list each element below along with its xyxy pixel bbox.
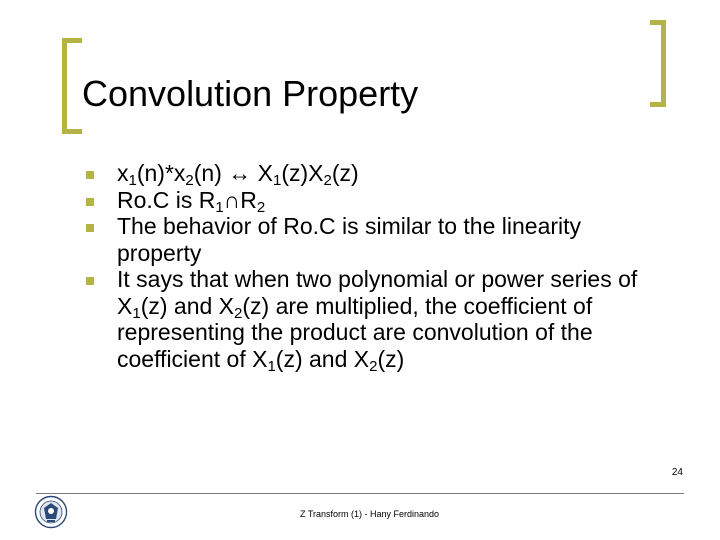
subscript: 1	[267, 357, 276, 375]
text-run: (z)X	[281, 160, 324, 186]
bullet-item	[86, 160, 646, 187]
subscript: 1	[132, 304, 141, 322]
text-run: The behavior of Ro.C is similar to the linearity property	[117, 213, 582, 266]
square-bullet-icon	[86, 224, 94, 232]
text-run: ∩R	[223, 186, 257, 213]
bullet-text	[117, 186, 266, 216]
text-run: Ro.C is R	[117, 186, 216, 213]
text-run: x	[117, 160, 129, 186]
page-number: 24	[671, 467, 683, 478]
university-seal-icon	[34, 495, 68, 529]
slide-title: Convolution Property	[82, 73, 419, 114]
footer-text: Z Transform (1) - Hany Ferdinando	[300, 509, 440, 519]
bullet-item	[86, 187, 646, 214]
bullet-text	[117, 160, 359, 189]
bullet-list	[86, 160, 646, 375]
square-bullet-icon	[86, 198, 94, 206]
subscript: 1	[128, 172, 137, 189]
subscript: 2	[234, 304, 243, 322]
text-run: (z) and X	[275, 345, 370, 372]
subscript: 2	[185, 172, 194, 189]
subscript: 2	[323, 172, 332, 189]
text-run: (z) and X	[140, 292, 235, 319]
bullet-text	[117, 213, 581, 266]
footer-divider	[36, 493, 684, 494]
square-bullet-icon	[86, 277, 94, 285]
text-run: (z)	[377, 345, 405, 372]
text-run: (n)*x	[136, 160, 186, 186]
right-bracket-decoration	[650, 20, 666, 107]
subscript: 1	[215, 198, 224, 216]
bullet-item	[86, 266, 646, 375]
square-bullet-icon	[86, 171, 94, 179]
left-bracket-decoration	[62, 38, 82, 134]
text-run: (z)	[331, 160, 359, 186]
bullet-item	[86, 213, 646, 266]
text-run: (n) ↔ X	[193, 160, 273, 186]
text-run: (z) are multiplied, the coefficient of representing the product are convolution of the coefficient of X	[117, 292, 593, 372]
subscript: 2	[256, 198, 266, 216]
subscript: 1	[272, 172, 282, 189]
text-run: It says that when two polynomial or power series of X	[117, 266, 638, 319]
bullet-text	[117, 266, 638, 375]
subscript: 2	[369, 357, 378, 375]
